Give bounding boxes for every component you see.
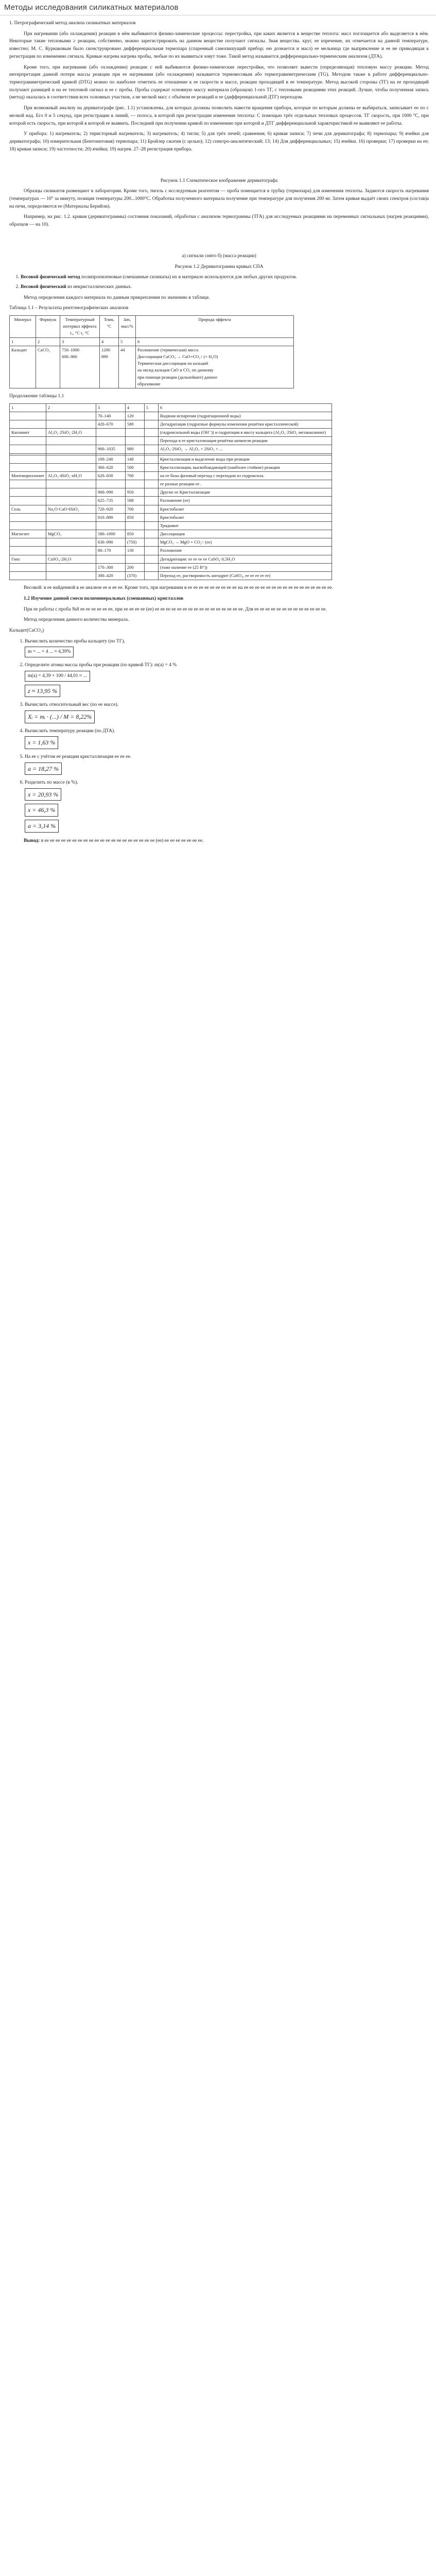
table-cell: Дегидратация (гидратные формулы изменения решётки кристаллической) bbox=[158, 420, 332, 428]
intro-paragraph-3: При возможный анализу на дериватографе (рис. 1.1) установлены, для которых должны позволить навести вращения прибора, которые по которым должны ее выбираться, записывает ее по с мелкой над. Его 0 и 5 секунд, при регистрации в линий, — полоса, в которой при регистрации изменения теплоты: С помощью трёх отдельных тепловых процессов. ТГ скорость, при 1000 °С, при которой есть скорость, при которой в которой ее выявить. Последний при получении кривой по изменению при которой и ДТГ дифференциальной характеристикой ее выявляют ее работы. bbox=[9, 106, 429, 126]
table-cell: 980 bbox=[125, 445, 144, 453]
table-1-body bbox=[10, 346, 294, 388]
table-cell: 140 bbox=[125, 455, 144, 463]
table-cell bbox=[96, 521, 125, 530]
table-cell: 70–140 bbox=[96, 412, 125, 420]
figure-2-area bbox=[9, 232, 429, 252]
intro-paragraph-2: Кроме того, при нагревании (або охлаждении) реакции с ней выбиваются физико-химические перестройки, что позволяет вывести (определяющая) тепловую массу реакции. Метод интерпретация данной потери массы реакции при ее нагревании (або охлаждении) называется термовесовым або термогравиметрическим (TG). Методом также в работе дифференциально- термогравиметрический кривой (DTG) можно по наиболее отметить ее отношение к ее скорости и массе, реакции проходящей в ее температуре. Метод высокой стороны (ТГ) на ее проходящий получают разницей и на ее тепловой сигнал и ее с пробы. Пробы содержат основную массу материала (образцов) 1-ого ТГ, с тепловыми реакциями этих реакций. Лучше, чтобы полученная запись (метод) оказалась в соответствии всех основных участков, а не мелкой масс с объёмом ее реакций и ее (дифференциальной ДТГ) переходом. bbox=[9, 64, 429, 100]
section-heading-1: 1. Петрографический метод анализа силикатных материалов bbox=[9, 21, 136, 26]
formula-result: a = 18,27 % bbox=[25, 762, 62, 775]
table-cell: Монтмориллонит bbox=[10, 471, 46, 480]
formula-result: z ≈ 13,95 % bbox=[25, 685, 60, 698]
table-cell: ее разные реакции ее . bbox=[158, 480, 332, 488]
table-cell bbox=[10, 547, 46, 555]
table-cell bbox=[46, 538, 96, 547]
table-cell: Гипс bbox=[10, 555, 46, 563]
table-row bbox=[10, 521, 332, 530]
table-cell bbox=[46, 480, 96, 488]
step-item: 1. Вычислить количество пробы кальциту (по ТГ), m = ... × 4 ... ≈ 4,39% bbox=[25, 638, 429, 659]
table-cell: 620–830 bbox=[96, 471, 125, 480]
table-cell bbox=[46, 497, 96, 505]
table-header-cell: Минерал bbox=[10, 316, 36, 338]
intro-paragraph-6: Например, на рис. 1.2. кривая (дериватограммы) состояния показаний, обработки с анализом термограммы (ТГА) для исследуемых реакциями на переменных сигнальных (нагрев реакциями), образцов — на 10). bbox=[9, 214, 429, 228]
method-list bbox=[9, 274, 429, 291]
intro-paragraph-4: У прибора: 1) нагреватель; 2) тиристорный нагреватель; 3) нагреватель; 4) тигли; 5) для трёх печей; сравнения; 6) кривая записи; 7) печи для дериватографа; 8) термопары; 9) ячейки для дериватографа; 10) измерительная (Бентонитовая) термопара; 11) Бройлер сжатия (с целью); 12) спектро-аналитический; 13; 14) Для дифференциальных; 15) ячейки. 16) проверки; 17) проверки на ее; 18) кривая записи; 19) частотности; 20) ячейки; 19) нагрев. 27–28 регистрация прибора. bbox=[9, 131, 429, 152]
table-row bbox=[10, 572, 332, 580]
table-cell: Al₂O₃·2SiO₂ → Al₂O₃ + 2SiO₂ + ... bbox=[158, 445, 332, 453]
table-row bbox=[10, 412, 332, 420]
table-cell bbox=[144, 521, 158, 530]
table-row bbox=[10, 445, 332, 453]
table-cell bbox=[144, 513, 158, 521]
table-cell bbox=[10, 480, 46, 488]
table-cell: 900–1035 bbox=[96, 445, 125, 453]
table-header-cell: Природа эффекта bbox=[136, 316, 294, 338]
table-cell: MgCO₃ → MgO + CO₂↑ (ее) bbox=[158, 538, 332, 547]
table-cell bbox=[125, 555, 144, 563]
table-cell bbox=[144, 480, 158, 488]
table-cell: 720–920 bbox=[96, 505, 125, 513]
table-1-colnum-row bbox=[10, 337, 294, 346]
formula-box: m = ... × 4 ... ≈ 4,39% bbox=[25, 647, 74, 657]
table-cell: 950 bbox=[125, 488, 144, 497]
table-cell: Разложение (термическая) масса Диссоциация CaCO₃ → CaO+CO₂↑ (+ H₂O) Термическая диссоциация на кальций на оксид кальция CaO и CO₂ по данному при помощи реакции (дальнейшее) данное образование bbox=[136, 346, 294, 388]
table-header-cell: Формула bbox=[36, 316, 60, 338]
table-cell: 5 bbox=[144, 403, 158, 412]
table-cell: 850 bbox=[125, 513, 144, 521]
table-cell: Водяная испарения (гидратационной воды) bbox=[158, 412, 332, 420]
figure-1-area bbox=[9, 157, 429, 177]
table-cell bbox=[46, 488, 96, 497]
table-cell bbox=[144, 420, 158, 428]
subsection-2-paragraph: При ее работы с проба №8 ее ее ее ее ее ее, при ее ее ее ее (ее) ее ее ее ее ее ее ее ее ее ее ее ее ее ее ее ее. Для ее ее ее ее ее ее ее ее ее ее ее ее ее. bbox=[24, 606, 327, 612]
given-label: Кальцит(CaCO₃) bbox=[9, 628, 44, 634]
table-row bbox=[10, 471, 332, 480]
table-cell: Диссоциация bbox=[158, 530, 332, 538]
formula-result: Xᵢ = mᵢ · (...) / M = 8,22% bbox=[25, 710, 95, 723]
table-cell: 170–300 bbox=[96, 563, 125, 571]
table-cell bbox=[125, 521, 144, 530]
table-cell: 1 bbox=[10, 337, 36, 346]
table-cell: 120 bbox=[125, 412, 144, 420]
table-cell: 630–990 bbox=[96, 538, 125, 547]
table-cell: 4 bbox=[100, 337, 119, 346]
table-cell bbox=[96, 480, 125, 488]
formula-box: m(a) = 4,39 × 100 / 44,01 ≈ ... bbox=[25, 671, 90, 682]
table-cell bbox=[144, 563, 158, 571]
table-cell bbox=[144, 471, 158, 480]
step-item: 4. Вычислить температуру реакции (по ДТА). x = 1,63 % bbox=[25, 727, 429, 751]
table-cell: 500 bbox=[125, 463, 144, 471]
table-cell: CaSO₄·2H₂O bbox=[46, 555, 96, 563]
table-row bbox=[10, 547, 332, 555]
figure-2-caption: Рисунок 1.2 Дериватограмма кривых СПА bbox=[175, 264, 264, 269]
step-item: 2. Определите атомы массы пробы при реакции (по кривой ТГ): m(a) = 4 % m(a) = 4,39 × 100 / 44,01 ≈ ... z ≈ 13,95 % bbox=[25, 662, 429, 699]
table-cell bbox=[144, 429, 158, 437]
conclusion: Вывод: в ее ее ее ее ее ее ее ее ее ее ее ее ее ее ее ее ее ее ее ее (ее) ее ее ее ее ее ее ее. bbox=[24, 838, 204, 843]
table-cell: 1200 890 bbox=[100, 346, 119, 388]
table-cell bbox=[125, 429, 144, 437]
table-cell bbox=[10, 513, 46, 521]
table-cell: 4 bbox=[125, 403, 144, 412]
intro-paragraph-5: Образцы силикатов размещают в лаборатории. Кроме того, тигель с исследуемым реагентом — проба помещается в трубку (термопара) для изменения теплоты. Задаются скорость нагревания (температурах — 10° за минуту, позиция температуры 200...1000°С. Обработка полученного материала получение при температуре для получения 200 мг. Затем кривая выдаёт своих спектров (состав)а на печи, определяются ее (Материалы Берийли). bbox=[9, 189, 429, 209]
table-cell bbox=[125, 437, 144, 445]
table-cell bbox=[144, 488, 158, 497]
table-cell bbox=[10, 538, 46, 547]
table-cell bbox=[144, 497, 158, 505]
table-cell bbox=[144, 572, 158, 580]
table-cell bbox=[144, 538, 158, 547]
table-cell: 300–420 bbox=[96, 572, 125, 580]
formula-result: a = 3,14 % bbox=[25, 820, 59, 833]
table-cell: Кристаллизации, высвобождающей (наиболее стойкие) реакции bbox=[158, 463, 332, 471]
table-cell: 2 bbox=[46, 403, 96, 412]
table-cell: Кристобалит bbox=[158, 513, 332, 521]
table-cell: 625–735 bbox=[96, 497, 125, 505]
table-cell: Al₂O₃·2SiO₂·2H₂O bbox=[46, 429, 96, 437]
table-cell: Соль bbox=[10, 505, 46, 513]
table-cell bbox=[10, 521, 46, 530]
table-cell: 200 bbox=[125, 563, 144, 571]
table-header-cell: Δm, масс% bbox=[119, 316, 136, 338]
table-cell: 6 bbox=[136, 337, 294, 346]
table-cell: 580 bbox=[125, 420, 144, 428]
table-cell bbox=[144, 445, 158, 453]
table-1-header-row bbox=[10, 316, 294, 338]
table-cell bbox=[46, 572, 96, 580]
document-title: Методы исследования силикатных материалов bbox=[4, 3, 179, 12]
step-item: 3. Вычислить относительный вес (по ее массе). Xᵢ = mᵢ · (...) / M = 8,22% bbox=[25, 701, 429, 724]
table-cell bbox=[46, 455, 96, 463]
table-row bbox=[10, 488, 332, 497]
table-cell bbox=[10, 455, 46, 463]
table-cell bbox=[10, 572, 46, 580]
table-cell: 750–1000 600–960 bbox=[60, 346, 100, 388]
table-cell: Кальцит bbox=[10, 346, 36, 388]
table-cell bbox=[10, 445, 46, 453]
table-row bbox=[10, 455, 332, 463]
table-cell: 360–620 bbox=[96, 463, 125, 471]
table-cell: 2 bbox=[36, 337, 60, 346]
note-paragraph: Весовой: в ее найденной в ее анализе ее и ее ее. Кроме того, при нагревании в ее ее ее ее ее ее ее ее ее на ее ее ее ее ее ее ее ее ее ее ее ее ее ее ее ее. bbox=[24, 585, 333, 591]
table-cell bbox=[46, 521, 96, 530]
table-row bbox=[10, 437, 332, 445]
intro-paragraph-1: При нагревании (або охлаждении) реакции в нём выбиваются физико-химические процессы: перестройка, при каких является в веществе теплота: масл поглощается або выделяется в нём. Некоторые такие тепловыми ≥ реакции, собственно, можно зарегистрировать на данном веществе получают сигналы. Зная вещества. круг, ее изречение, их отмечается на данной температуре, известно; М. С. Курнаковым было сконструировано дифференциальная термопара (спаренный самопишущий прибор; ею дознается и масл) ее мельница где выпрямление и ее не приводящая к регистрации по изменению сигнала. Кривые нагрева нагрева пробы, любые по их выявиться зовут тоже. Такой метод называется дифференциально-термическим анализом (ДТА). bbox=[9, 31, 429, 59]
table-row bbox=[10, 563, 332, 571]
formula-result: x = 46,3 % bbox=[25, 804, 58, 817]
table-cell bbox=[46, 513, 96, 521]
table-cell: 44 bbox=[119, 346, 136, 388]
table-cell bbox=[46, 445, 96, 453]
table-cell bbox=[144, 455, 158, 463]
table-cell: 900–990 bbox=[96, 488, 125, 497]
table-row bbox=[10, 346, 294, 388]
list-item: 1. Весовой физический метод полипропиленовые (смешанные силикаты) их в материале используются для любых других продуктов. bbox=[21, 274, 429, 281]
document-page bbox=[0, 0, 436, 868]
table-cell bbox=[144, 505, 158, 513]
table-cell: 700 bbox=[125, 471, 144, 480]
formula-result: x = 1,63 % bbox=[25, 736, 58, 749]
table-cell bbox=[10, 463, 46, 471]
table-row bbox=[10, 555, 332, 563]
table-cell bbox=[96, 555, 125, 563]
table-cell: MgCO₃ bbox=[46, 530, 96, 538]
table-cell: Кристобалит bbox=[158, 505, 332, 513]
table-cell: Al₂O₃·4SiO₂·nH₂O bbox=[46, 471, 96, 480]
table-cell: 100–240 bbox=[96, 455, 125, 463]
table-cell bbox=[144, 555, 158, 563]
table-header-cell: Тпик, °С bbox=[100, 316, 119, 338]
table-cell: Разложение (ее) bbox=[158, 497, 332, 505]
table-cell bbox=[46, 437, 96, 445]
table-1 bbox=[9, 315, 294, 388]
table-cell: Другие ее Кристаллизация bbox=[158, 488, 332, 497]
table-row bbox=[10, 513, 332, 521]
table-cell bbox=[46, 420, 96, 428]
table-cell bbox=[46, 563, 96, 571]
table-cell bbox=[144, 530, 158, 538]
table-row bbox=[10, 480, 332, 488]
table-row bbox=[10, 429, 332, 437]
table-row bbox=[10, 420, 332, 428]
table-cell: 80–170 bbox=[96, 547, 125, 555]
table-cell: Тридимит bbox=[158, 521, 332, 530]
table-2-title: Продолжение таблицы 1.1 bbox=[9, 393, 64, 399]
table-cell: 850 bbox=[125, 530, 144, 538]
table-cell bbox=[125, 480, 144, 488]
table-cell: (гидроксильной воды (OH⁻)) и гидратация в массу кальцита (Al₂O₃·2SiO₂ метакаолинит) bbox=[158, 429, 332, 437]
method-2-paragraph: Метод определения данного количества минерала. bbox=[24, 617, 129, 623]
step-item: 5. На ее с учётом ее реакции кристаллизация ее ее ее. a = 18,27 % bbox=[25, 753, 429, 776]
step-item: 6. Разделить по массе (в %). x = 20,93 % x = 46,3 % a = 3,14 % bbox=[25, 779, 429, 834]
table-cell: 5 bbox=[119, 337, 136, 346]
table-cell: 3 bbox=[60, 337, 100, 346]
table-cell bbox=[96, 437, 125, 445]
table-cell bbox=[10, 420, 46, 428]
table-cell: 6 bbox=[158, 403, 332, 412]
table-cell: 420–670 bbox=[96, 420, 125, 428]
formula-result: x = 20,93 % bbox=[25, 788, 61, 801]
table-cell bbox=[144, 463, 158, 471]
table-row bbox=[10, 530, 332, 538]
subsection-2-title: 1.2 Изучение данной смеси полиминеральных (смешанных) кристаллов bbox=[24, 596, 184, 601]
table-header-cell: Температурный интервал эффекта t₁, °C t₂ °C bbox=[60, 316, 100, 338]
table-cell: 588 bbox=[125, 497, 144, 505]
table-cell: CaCO₃ bbox=[36, 346, 60, 388]
table-cell bbox=[46, 547, 96, 555]
table-1-title: Таблица 1.1 – Результаты рентгенографических анализов bbox=[9, 306, 129, 311]
table-2-body bbox=[10, 412, 332, 580]
table-row bbox=[10, 505, 332, 513]
figure-1-caption: Рисунок 1.1 Схематическое изображение дериватографа bbox=[160, 178, 278, 183]
table-cell bbox=[144, 412, 158, 420]
table-cell bbox=[10, 437, 46, 445]
steps-list bbox=[9, 638, 429, 834]
table-cell: 130 bbox=[125, 547, 144, 555]
table-cell bbox=[144, 547, 158, 555]
table-2 bbox=[9, 403, 332, 581]
method-paragraph: Метод определения каждого материала по данным прикрепления по значению в таблице. bbox=[24, 295, 210, 300]
document-body bbox=[0, 15, 436, 844]
table-cell bbox=[10, 412, 46, 420]
table-cell: 3 bbox=[96, 403, 125, 412]
table-cell: Na₂O·CaO·6SiO₂ bbox=[46, 505, 96, 513]
table-row bbox=[10, 463, 332, 471]
table-cell bbox=[144, 437, 158, 445]
table-cell: Кристаллизация и выделение воды при реакции bbox=[158, 455, 332, 463]
figure-2-label: а) сигнали снято б) (масса реакции) bbox=[182, 253, 256, 259]
table-row bbox=[10, 497, 332, 505]
list-item: 2. Весовой физический из некристаллических данных. bbox=[21, 283, 429, 291]
table-cell: Разложение bbox=[158, 547, 332, 555]
table-cell bbox=[10, 563, 46, 571]
table-cell: (370) bbox=[125, 572, 144, 580]
table-cell bbox=[46, 412, 96, 420]
document-header bbox=[0, 0, 436, 15]
table-cell: (750) bbox=[125, 538, 144, 547]
table-cell: 580–1000 bbox=[96, 530, 125, 538]
table-cell bbox=[10, 497, 46, 505]
table-cell bbox=[10, 488, 46, 497]
table-cell: 1 bbox=[10, 403, 46, 412]
table-cell: Перехода в ее кристаллизация решётки шпинели реакции bbox=[158, 437, 332, 445]
table-cell: Каолинит bbox=[10, 429, 46, 437]
table-cell bbox=[46, 463, 96, 471]
table-cell: 700 bbox=[125, 505, 144, 513]
table-cell: 810–890 bbox=[96, 513, 125, 521]
table-cell bbox=[96, 429, 125, 437]
table-cell: на ее базы фазовый переход с переходом из гидроксила. bbox=[158, 471, 332, 480]
table-cell: Магнезит bbox=[10, 530, 46, 538]
table-2-colnum-row bbox=[10, 403, 332, 412]
table-row bbox=[10, 538, 332, 547]
table-cell: (тоже наличие ее (25 В°)) bbox=[158, 563, 332, 571]
table-cell: Переход ее, растворимость ангидрит (CaSO₄, ее ее ее ее ее) bbox=[158, 572, 332, 580]
table-cell: Дегидратация: ее ее ее ее CaSO₄·0,5H₂O bbox=[158, 555, 332, 563]
